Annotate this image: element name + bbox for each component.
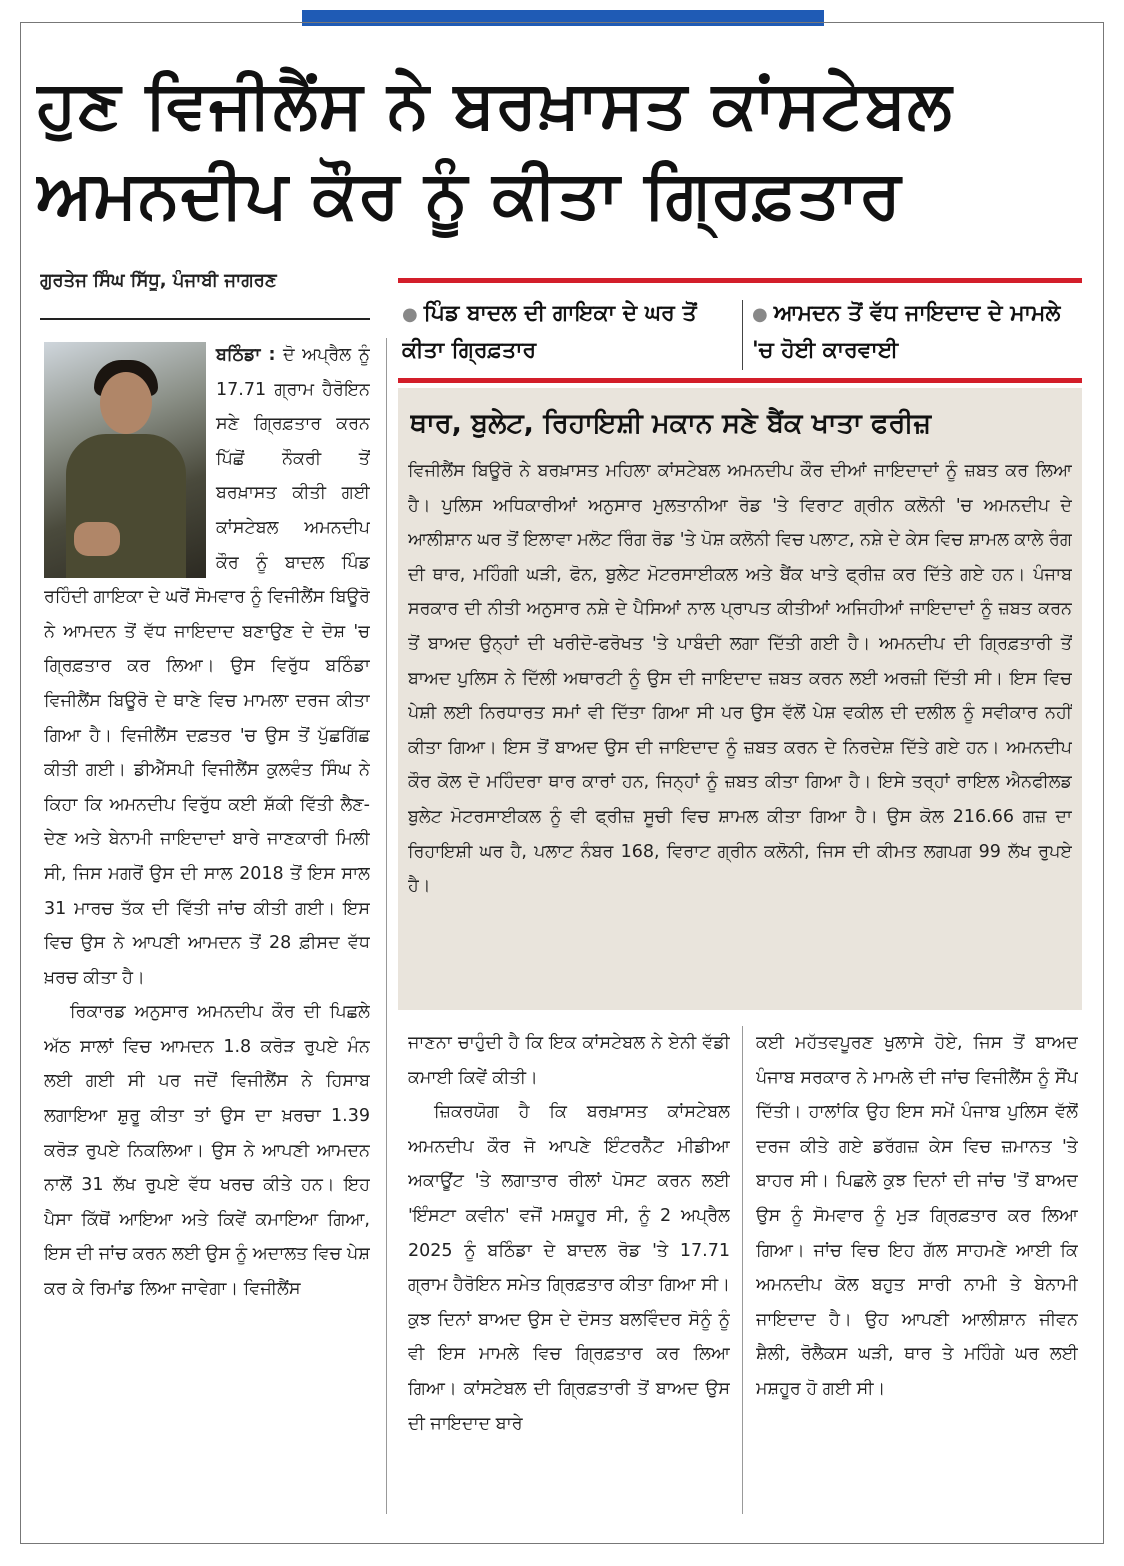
sidebar-box-heading: ਥਾਰ, ਬੁਲੇਟ, ਰਿਹਾਇਸ਼ੀ ਮਕਾਨ ਸਣੇ ਬੈਂਕ ਖਾਤਾ ਫਰੀਜ਼ <box>410 408 932 439</box>
headline-line-1: ਹੁਣ ਵਿਜੀਲੈਂਸ ਨੇ ਬਰਖ਼ਾਸਤ ਕਾਂਸਟੇਬਲ <box>36 66 953 143</box>
article-column-left <box>44 338 370 1518</box>
highlight-bullet-1 <box>402 296 732 374</box>
article-paragraph-4: ਜ਼ਿਕਰਯੋਗ ਹੈ ਕਿ ਬਰਖ਼ਾਸਤ ਕਾਂਸਟੇਬਲ ਅਮਨਦੀਪ ਕੌਰ ਜੋ ਆਪਣੇ ਇੰਟਰਨੈੱਟ ਮੀਡੀਆ ਅਕਾਊਂਟ 'ਤੇ ਲਗਾਤਾਰ ਰੀਲਾਂ ਪੋਸਟ ਕਰਨ ਲਈ 'ਇੰਸਟਾ ਕਵੀਨ' ਵਜੋਂ ਮਸ਼ਹੂਰ ਸੀ, ਨੂੰ 2 ਅਪ੍ਰੈਲ 2025 ਨੂੰ ਬਠਿੰਡਾ ਦੇ ਬਾਦਲ ਰੋਡ 'ਤੇ 17.71 ਗ੍ਰਾਮ ਹੈਰੋਇਨ ਸਮੇਤ ਗ੍ਰਿਫ਼ਤਾਰ ਕੀਤਾ ਗਿਆ ਸੀ। ਕੁਝ ਦਿਨਾਂ ਬਾਅਦ ਉਸ ਦੇ ਦੋਸਤ ਬਲਵਿੰਦਰ ਸੋਨੂੰ ਨੂੰ ਵੀ ਇਸ ਮਾਮਲੇ ਵਿਚ ਗ੍ਰਿਫ਼ਤਾਰ ਕਰ ਲਿਆ ਗਿਆ। ਕਾਂਸਟੇਬਲ ਦੀ ਗ੍ਰਿਫ਼ਤਾਰੀ ਤੋਂ ਬਾਅਦ ਉਸ ਦੀ ਜਾਇਦਾਦ ਬਾਰੇ <box>408 1102 730 1434</box>
dateline: ਬਠਿੰਡਾ : <box>216 345 276 365</box>
article-column-right <box>756 1026 1078 1518</box>
bullet-dot-icon: ● <box>402 304 418 325</box>
article-column-middle <box>408 1026 730 1518</box>
bullet-dot-icon: ● <box>752 304 768 325</box>
headline-line-2: ਅਮਨਦੀਪ ਕੌਰ ਨੂੰ ਕੀਤਾ ਗ੍ਰਿਫ਼ਤਾਰ <box>36 156 902 233</box>
photo-face <box>100 372 152 434</box>
photo-uniform <box>66 434 186 578</box>
article-paragraph-1-text: ਦੋ ਅਪ੍ਰੈਲ ਨੂੰ 17.71 ਗ੍ਰਾਮ ਹੈਰੋਇਨ ਸਣੇ ਗ੍ਰਿਫ਼ਤਾਰ ਕਰਨ ਪਿੱਛੋਂ ਨੌਕਰੀ ਤੋਂ ਬਰਖ਼ਾਸਤ ਕੀਤੀ ਗਈ ਕਾਂਸਟੇਬਲ ਅਮਨਦੀਪ ਕੌਰ ਨੂੰ ਬਾਦਲ ਪਿੰਡ ਰਹਿੰਦੀ ਗਾਇਕਾ ਦੇ ਘਰੋਂ ਸੋਮਵਾਰ ਨੂੰ ਵਿਜੀਲੈਂਸ ਬਿਊਰੋ ਨੇ ਆਮਦਨ ਤੋਂ ਵੱਧ ਜਾਇਦਾਦ ਬਣਾਉਣ ਦੇ ਦੋਸ਼ 'ਚ ਗ੍ਰਿਫ਼ਤਾਰ ਕਰ ਲਿਆ। ਉਸ ਵਿਰੁੱਧ ਬਠਿੰਡਾ ਵਿਜੀਲੈਂਸ ਬਿਊਰੋ ਦੇ ਥਾਣੇ ਵਿਚ ਮਾਮਲਾ ਦਰਜ ਕੀਤਾ ਗਿਆ ਹੈ। ਵਿਜੀਲੈਂਸ ਦਫ਼ਤਰ 'ਚ ਉਸ ਤੋਂ ਪੁੱਛਗਿੱਛ ਕੀਤੀ ਗਈ। ਡੀਐੱਸਪੀ ਵਿਜੀਲੈਂਸ ਕੁਲਵੰਤ ਸਿੰਘ ਨੇ ਕਿਹਾ ਕਿ ਅਮਨਦੀਪ ਵਿਰੁੱਧ ਕਈ ਸ਼ੱਕੀ ਵਿੱਤੀ ਲੈਣ-ਦੇਣ ਅਤੇ ਬੇਨਾਮੀ ਜਾਇਦਾਦਾਂ ਬਾਰੇ ਜਾਣਕਾਰੀ ਮਿਲੀ ਸੀ, ਜਿਸ ਮਗਰੋਂ ਉਸ ਦੀ ਸਾਲ 2018 ਤੋਂ ਇਸ ਸਾਲ 31 ਮਾਰਚ ਤੱਕ ਦੀ ਵਿੱਤੀ ਜਾਂਚ ਕੀਤੀ ਗਈ। ਇਸ ਵਿਚ ਉਸ ਨੇ ਆਪਣੀ ਆਮਦਨ ਤੋਂ 28 ਫ਼ੀਸਦ ਵੱਧ ਖ਼ਰਚ ਕੀਤਾ ਹੈ। <box>44 345 370 988</box>
photo-hand <box>74 522 120 556</box>
red-rule-bottom <box>398 378 1082 383</box>
byline-underline <box>40 318 370 320</box>
column-divider-right <box>742 1026 743 1514</box>
article-paragraph-5: ਕਈ ਮਹੱਤਵਪੂਰਣ ਖੁਲਾਸੇ ਹੋਏ, ਜਿਸ ਤੋਂ ਬਾਅਦ ਪੰਜਾਬ ਸਰਕਾਰ ਨੇ ਮਾਮਲੇ ਦੀ ਜਾਂਚ ਵਿਜੀਲੈਂਸ ਨੂੰ ਸੌਂਪ ਦਿੱਤੀ। ਹਾਲਾਂਕਿ ਉਹ ਇਸ ਸਮੇਂ ਪੰਜਾਬ ਪੁਲਿਸ ਵੱਲੋਂ ਦਰਜ ਕੀਤੇ ਗਏ ਡਰੱਗਜ਼ ਕੇਸ ਵਿਚ ਜ਼ਮਾਨਤ 'ਤੇ ਬਾਹਰ ਸੀ। ਪਿਛਲੇ ਕੁਝ ਦਿਨਾਂ ਦੀ ਜਾਂਚ 'ਤੋਂ ਬਾਅਦ ਉਸ ਨੂੰ ਸੋਮਵਾਰ ਨੂੰ ਮੁੜ ਗ੍ਰਿਫ਼ਤਾਰ ਕਰ ਲਿਆ ਗਿਆ। ਜਾਂਚ ਵਿਚ ਇਹ ਗੱਲ ਸਾਹਮਣੇ ਆਈ ਕਿ ਅਮਨਦੀਪ ਕੋਲ ਬਹੁਤ ਸਾਰੀ ਨਾਮੀ ਤੇ ਬੇਨਾਮੀ ਜਾਇਦਾਦ ਹੈ। ਉਹ ਆਪਣੀ ਆਲੀਸ਼ਾਨ ਜੀਵਨ ਸ਼ੈਲੀ, ਰੋਲੈਕਸ ਘੜੀ, ਥਾਰ ਤੇ ਮਹਿੰਗੇ ਘਰ ਲਈ ਮਸ਼ਹੂਰ ਹੋ ਗਈ ਸੀ। <box>756 1033 1078 1399</box>
byline: ਗੁਰਤੇਜ ਸਿੰਘ ਸਿੱਧੂ, ਪੰਜਾਬੀ ਜਾਗਰਣ <box>40 270 277 291</box>
article-paragraph-1 <box>44 338 370 995</box>
sidebar-box-body: ਵਿਜੀਲੈਂਸ ਬਿਊਰੋ ਨੇ ਬਰਖ਼ਾਸਤ ਮਹਿਲਾ ਕਾਂਸਟੇਬਲ ਅਮਨਦੀਪ ਕੌਰ ਦੀਆਂ ਜਾਇਦਾਦਾਂ ਨੂੰ ਜ਼ਬਤ ਕਰ ਲਿਆ ਹੈ। ਪੁਲਿਸ ਅਧਿਕਾਰੀਆਂ ਅਨੁਸਾਰ ਮੁਲਤਾਨੀਆ ਰੋਡ 'ਤੇ ਵਿਰਾਟ ਗ੍ਰੀਨ ਕਲੋਨੀ 'ਚ ਅਮਨਦੀਪ ਦੇ ਆਲੀਸ਼ਾਨ ਘਰ ਤੋਂ ਇਲਾਵਾ ਮਲੋਟ ਰਿੰਗ ਰੋਡ 'ਤੇ ਪੋਸ਼ ਕਲੋਨੀ ਵਿਚ ਪਲਾਟ, ਨਸ਼ੇ ਦੇ ਕੇਸ ਵਿਚ ਸ਼ਾਮਲ ਕਾਲੇ ਰੰਗ ਦੀ ਥਾਰ, ਮਹਿੰਗੀ ਘੜੀ, ਫੋਨ, ਬੁਲੇਟ ਮੋਟਰਸਾਈਕਲ ਅਤੇ ਬੈਂਕ ਖਾਤੇ ਫ੍ਰੀਜ਼ ਕਰ ਦਿੱਤੇ ਗਏ ਹਨ। ਪੰਜਾਬ ਸਰਕਾਰ ਦੀ ਨੀਤੀ ਅਨੁਸਾਰ ਨਸ਼ੇ ਦੇ ਪੈਸਿਆਂ ਨਾਲ ਪ੍ਰਾਪਤ ਕੀਤੀਆਂ ਅਜਿਹੀਆਂ ਜਾਇਦਾਦਾਂ ਨੂੰ ਜ਼ਬਤ ਕਰਨ ਤੋਂ ਬਾਅਦ ਉਨ੍ਹਾਂ ਦੀ ਖਰੀਦੋ-ਫਰੋਖਤ 'ਤੇ ਪਾਬੰਦੀ ਲਗਾ ਦਿੱਤੀ ਗਈ ਹੈ। ਅਮਨਦੀਪ ਦੀ ਗ੍ਰਿਫ਼ਤਾਰੀ ਤੋਂ ਬਾਅਦ ਪੁਲਿਸ ਨੇ ਦਿੱਲੀ ਅਥਾਰਟੀ ਨੂੰ ਉਸ ਦੀ ਜਾਇਦਾਦ ਜ਼ਬਤ ਕਰਨ ਲਈ ਅਰਜ਼ੀ ਦਿੱਤੀ ਸੀ। ਇਸ ਵਿਚ ਪੇਸ਼ੀ ਲਈ ਨਿਰਧਾਰਤ ਸਮਾਂ ਵੀ ਦਿੱਤਾ ਗਿਆ ਸੀ ਪਰ ਉਸ ਵੱਲੋਂ ਪੇਸ਼ ਵਕੀਲ ਦੀ ਦਲੀਲ ਨੂੰ ਸਵੀਕਾਰ ਨਹੀਂ ਕੀਤਾ ਗਿਆ। ਇਸ ਤੋਂ ਬਾਅਦ ਉਸ ਦੀ ਜਾਇਦਾਦ ਨੂੰ ਜ਼ਬਤ ਕਰਨ ਦੇ ਨਿਰਦੇਸ਼ ਦਿੱਤੇ ਗਏ ਹਨ। ਅਮਨਦੀਪ ਕੌਰ ਕੋਲ ਦੋ ਮਹਿੰਦਰਾ ਥਾਰ ਕਾਰਾਂ ਹਨ, ਜਿਨ੍ਹਾਂ ਨੂੰ ਜ਼ਬਤ ਕੀਤਾ ਗਿਆ ਹੈ। ਇਸੇ ਤਰ੍ਹਾਂ ਰਾਇਲ ਐਨਫੀਲਡ ਬੁਲੇਟ ਮੋਟਰਸਾਈਕਲ ਨੂੰ ਵੀ ਫ੍ਰੀਜ਼ ਸੂਚੀ ਵਿਚ ਸ਼ਾਮਲ ਕੀਤਾ ਗਿਆ ਹੈ। ਉਸ ਕੋਲ 216.66 ਗਜ਼ ਦਾ ਰਿਹਾਇਸ਼ੀ ਘਰ ਹੈ, ਪਲਾਟ ਨੰਬਰ 168, ਵਿਰਾਟ ਗ੍ਰੀਨ ਕਲੋਨੀ, ਜਿਸ ਦੀ ਕੀਮਤ ਲਗਪਗ 99 ਲੱਖ ਰੁਪਏ ਹੈ। <box>408 461 1072 897</box>
red-rule-top <box>398 278 1082 283</box>
highlight-bullet-2-text: ਆਮਦਨ ਤੋਂ ਵੱਧ ਜਾਇਦਾਦ ਦੇ ਮਾਮਲੇ 'ਚ ਹੋਈ ਕਾਰਵਾਈ <box>752 301 1061 363</box>
highlight-bullet-1-text: ਪਿੰਡ ਬਾਦਲ ਦੀ ਗਾਇਕਾ ਦੇ ਘਰ ਤੋਂ ਕੀਤਾ ਗ੍ਰਿਫ਼ਤਾਰ <box>402 301 697 363</box>
bullet-separator <box>742 300 743 370</box>
highlight-bullet-2 <box>752 296 1082 374</box>
reporter-photo <box>44 342 206 578</box>
column-divider-left <box>386 338 387 1514</box>
article-paragraph-2: ਰਿਕਾਰਡ ਅਨੁਸਾਰ ਅਮਨਦੀਪ ਕੌਰ ਦੀ ਪਿਛਲੇ ਅੱਠ ਸਾਲਾਂ ਵਿਚ ਆਮਦਨ 1.8 ਕਰੋੜ ਰੁਪਏ ਮੰਨ ਲਈ ਗਈ ਸੀ ਪਰ ਜਦੋਂ ਵਿਜੀਲੈਂਸ ਨੇ ਹਿਸਾਬ ਲਗਾਇਆ ਸ਼ੁਰੂ ਕੀਤਾ ਤਾਂ ਉਸ ਦਾ ਖ਼ਰਚਾ 1.39 ਕਰੋੜ ਰੁਪਏ ਨਿਕਲਿਆ। ਉਸ ਨੇ ਆਪਣੀ ਆਮਦਨ ਨਾਲੋਂ 31 ਲੱਖ ਰੁਪਏ ਵੱਧ ਖਰਚ ਕੀਤੇ ਹਨ। ਇਹ ਪੈਸਾ ਕਿੱਥੋਂ ਆਇਆ ਅਤੇ ਕਿਵੇਂ ਕਮਾਇਆ ਗਿਆ, ਇਸ ਦੀ ਜਾਂਚ ਕਰਨ ਲਈ ਉਸ ਨੂੰ ਅਦਾਲਤ ਵਿਚ ਪੇਸ਼ ਕਰ ਕੇ ਰਿਮਾਂਡ ਲਿਆ ਜਾਵੇਗਾ। ਵਿਜੀਲੈਂਸ <box>44 1002 370 1300</box>
article-paragraph-3: ਜਾਣਨਾ ਚਾਹੁੰਦੀ ਹੈ ਕਿ ਇਕ ਕਾਂਸਟੇਬਲ ਨੇ ਏਨੀ ਵੱਡੀ ਕਮਾਈ ਕਿਵੇਂ ਕੀਤੀ। <box>408 1033 730 1088</box>
